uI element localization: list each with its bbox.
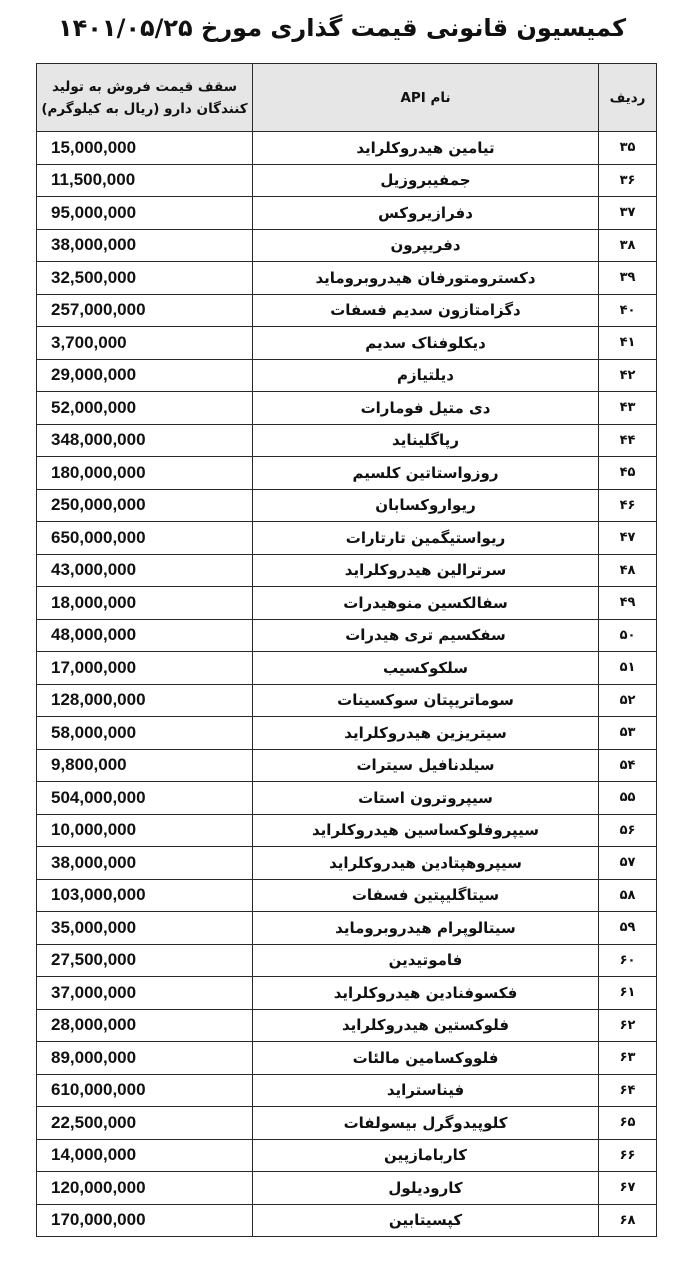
api-name-cell: فلووکسامین مالئات [253, 1042, 599, 1075]
price-table [36, 63, 657, 1237]
header-price-line-1: سقف قیمت فروش به تولید [52, 78, 237, 95]
price-cell: 38,000,000 [37, 229, 253, 262]
api-name-cell: دکسترومتورفان هیدروبروماید [253, 262, 599, 295]
api-name-cell: سفالکسین منوهیدرات [253, 587, 599, 620]
api-name-cell: تیامین هیدروکلراید [253, 132, 599, 165]
table-row [37, 522, 657, 555]
row-number-cell: ۵۸ [599, 879, 657, 912]
price-cell: 22,500,000 [37, 1107, 253, 1140]
header-price-ceiling [37, 64, 253, 132]
price-cell: 95,000,000 [37, 197, 253, 230]
table-row [37, 489, 657, 522]
table-header [37, 64, 657, 132]
row-number-cell: ۴۵ [599, 457, 657, 490]
row-number-cell: ۴۲ [599, 359, 657, 392]
row-number-cell: ۴۰ [599, 294, 657, 327]
table-row [37, 814, 657, 847]
price-cell: 10,000,000 [37, 814, 253, 847]
row-number-cell: ۴۶ [599, 489, 657, 522]
row-number-cell: ۳۵ [599, 132, 657, 165]
price-cell: 35,000,000 [37, 912, 253, 945]
price-cell: 9,800,000 [37, 749, 253, 782]
api-name-cell: سیپروترون استات [253, 782, 599, 815]
table-row [37, 1074, 657, 1107]
header-price-line-2: کنندگان دارو (ریال به کیلوگرم) [41, 100, 248, 117]
api-name-cell: سفکسیم تری هیدرات [253, 619, 599, 652]
table-row [37, 262, 657, 295]
row-number-cell: ۳۹ [599, 262, 657, 295]
api-name-cell: سیتالوپرام هیدروبروماید [253, 912, 599, 945]
api-name-cell: دفریپرون [253, 229, 599, 262]
price-cell: 504,000,000 [37, 782, 253, 815]
table-row [37, 587, 657, 620]
price-cell: 89,000,000 [37, 1042, 253, 1075]
table-row [37, 554, 657, 587]
table-body [37, 132, 657, 1237]
api-name-cell: کارودیلول [253, 1172, 599, 1205]
row-number-cell: ۶۲ [599, 1009, 657, 1042]
table-row [37, 359, 657, 392]
row-number-cell: ۵۳ [599, 717, 657, 750]
table-row [37, 164, 657, 197]
price-cell: 28,000,000 [37, 1009, 253, 1042]
api-name-cell: ریواروکسابان [253, 489, 599, 522]
row-number-cell: ۴۱ [599, 327, 657, 360]
price-cell: 27,500,000 [37, 944, 253, 977]
price-cell: 650,000,000 [37, 522, 253, 555]
api-name-cell: دگزامتازون سدیم فسفات [253, 294, 599, 327]
row-number-cell: ۶۷ [599, 1172, 657, 1205]
row-number-cell: ۵۴ [599, 749, 657, 782]
row-number-cell: ۶۸ [599, 1204, 657, 1237]
table-row [37, 1042, 657, 1075]
price-cell: 58,000,000 [37, 717, 253, 750]
api-name-cell: سلکوکسیب [253, 652, 599, 685]
table-row [37, 1139, 657, 1172]
table-row [37, 1107, 657, 1140]
price-cell: 15,000,000 [37, 132, 253, 165]
price-cell: 103,000,000 [37, 879, 253, 912]
table-row [37, 457, 657, 490]
api-name-cell: دی متیل فومارات [253, 392, 599, 425]
api-name-cell: ریواستیگمین تارتارات [253, 522, 599, 555]
price-cell: 610,000,000 [37, 1074, 253, 1107]
price-cell: 170,000,000 [37, 1204, 253, 1237]
price-cell: 250,000,000 [37, 489, 253, 522]
api-name-cell: سیلدنافیل سیترات [253, 749, 599, 782]
table-row [37, 619, 657, 652]
api-name-cell: سیپروفلوکساسین هیدروکلراید [253, 814, 599, 847]
table-row [37, 652, 657, 685]
api-name-cell: دیلتیازم [253, 359, 599, 392]
price-cell: 17,000,000 [37, 652, 253, 685]
api-name-cell: سیتاگلیپتین فسفات [253, 879, 599, 912]
table-row [37, 1172, 657, 1205]
table-row [37, 424, 657, 457]
table-row [37, 294, 657, 327]
row-number-cell: ۴۹ [599, 587, 657, 620]
row-number-cell: ۵۰ [599, 619, 657, 652]
table-row [37, 327, 657, 360]
price-cell: 348,000,000 [37, 424, 253, 457]
price-cell: 3,700,000 [37, 327, 253, 360]
table-row [37, 684, 657, 717]
api-name-cell: کلوپیدوگرل بیسولفات [253, 1107, 599, 1140]
api-name-cell: سیتریزین هیدروکلراید [253, 717, 599, 750]
table-row [37, 229, 657, 262]
row-number-cell: ۴۸ [599, 554, 657, 587]
api-name-cell: رپاگلیناید [253, 424, 599, 457]
api-name-cell: کپسیتابین [253, 1204, 599, 1237]
price-cell: 11,500,000 [37, 164, 253, 197]
table-row [37, 749, 657, 782]
table-row [37, 847, 657, 880]
row-number-cell: ۶۵ [599, 1107, 657, 1140]
price-cell: 48,000,000 [37, 619, 253, 652]
price-cell: 29,000,000 [37, 359, 253, 392]
header-row [37, 64, 657, 132]
table-row [37, 782, 657, 815]
price-cell: 14,000,000 [37, 1139, 253, 1172]
table-row [37, 132, 657, 165]
price-cell: 37,000,000 [37, 977, 253, 1010]
price-cell: 180,000,000 [37, 457, 253, 490]
row-number-cell: ۴۴ [599, 424, 657, 457]
table-row [37, 944, 657, 977]
api-name-cell: دفرازیروکس [253, 197, 599, 230]
header-row-number: ردیف [599, 64, 657, 132]
row-number-cell: ۵۹ [599, 912, 657, 945]
row-number-cell: ۴۷ [599, 522, 657, 555]
table-row [37, 197, 657, 230]
price-cell: 120,000,000 [37, 1172, 253, 1205]
row-number-cell: ۵۶ [599, 814, 657, 847]
row-number-cell: ۶۳ [599, 1042, 657, 1075]
page-title: کمیسیون قانونی قیمت گذاری مورخ ۱۴۰۱/۰۵/۲۵ [57, 14, 627, 42]
api-name-cell: فلوکستین هیدروکلراید [253, 1009, 599, 1042]
price-cell: 32,500,000 [37, 262, 253, 295]
api-name-cell: فاموتیدین [253, 944, 599, 977]
api-name-cell: سیپروهپتادین هیدروکلراید [253, 847, 599, 880]
price-cell: 52,000,000 [37, 392, 253, 425]
table-row [37, 717, 657, 750]
row-number-cell: ۳۷ [599, 197, 657, 230]
table-row [37, 879, 657, 912]
price-cell: 38,000,000 [37, 847, 253, 880]
table-row [37, 392, 657, 425]
api-name-cell: سوماتریپتان سوکسینات [253, 684, 599, 717]
api-name-cell: فکسوفنادین هیدروکلراید [253, 977, 599, 1010]
price-cell: 128,000,000 [37, 684, 253, 717]
table-row [37, 977, 657, 1010]
row-number-cell: ۳۶ [599, 164, 657, 197]
api-name-cell: فیناستراید [253, 1074, 599, 1107]
api-name-cell: سرترالین هیدروکلراید [253, 554, 599, 587]
api-name-cell: روزواستاتین کلسیم [253, 457, 599, 490]
row-number-cell: ۶۴ [599, 1074, 657, 1107]
price-cell: 257,000,000 [37, 294, 253, 327]
row-number-cell: ۵۷ [599, 847, 657, 880]
api-name-cell: جمفیبروزیل [253, 164, 599, 197]
table-row [37, 912, 657, 945]
api-name-cell: کاربامازپین [253, 1139, 599, 1172]
row-number-cell: ۶۶ [599, 1139, 657, 1172]
row-number-cell: ۵۵ [599, 782, 657, 815]
price-cell: 43,000,000 [37, 554, 253, 587]
table-row [37, 1009, 657, 1042]
row-number-cell: ۵۱ [599, 652, 657, 685]
header-api-name: نام API [253, 64, 599, 132]
row-number-cell: ۳۸ [599, 229, 657, 262]
price-cell: 18,000,000 [37, 587, 253, 620]
table-row [37, 1204, 657, 1237]
api-name-cell: دیکلوفناک سدیم [253, 327, 599, 360]
row-number-cell: ۵۲ [599, 684, 657, 717]
row-number-cell: ۶۰ [599, 944, 657, 977]
row-number-cell: ۶۱ [599, 977, 657, 1010]
row-number-cell: ۴۳ [599, 392, 657, 425]
